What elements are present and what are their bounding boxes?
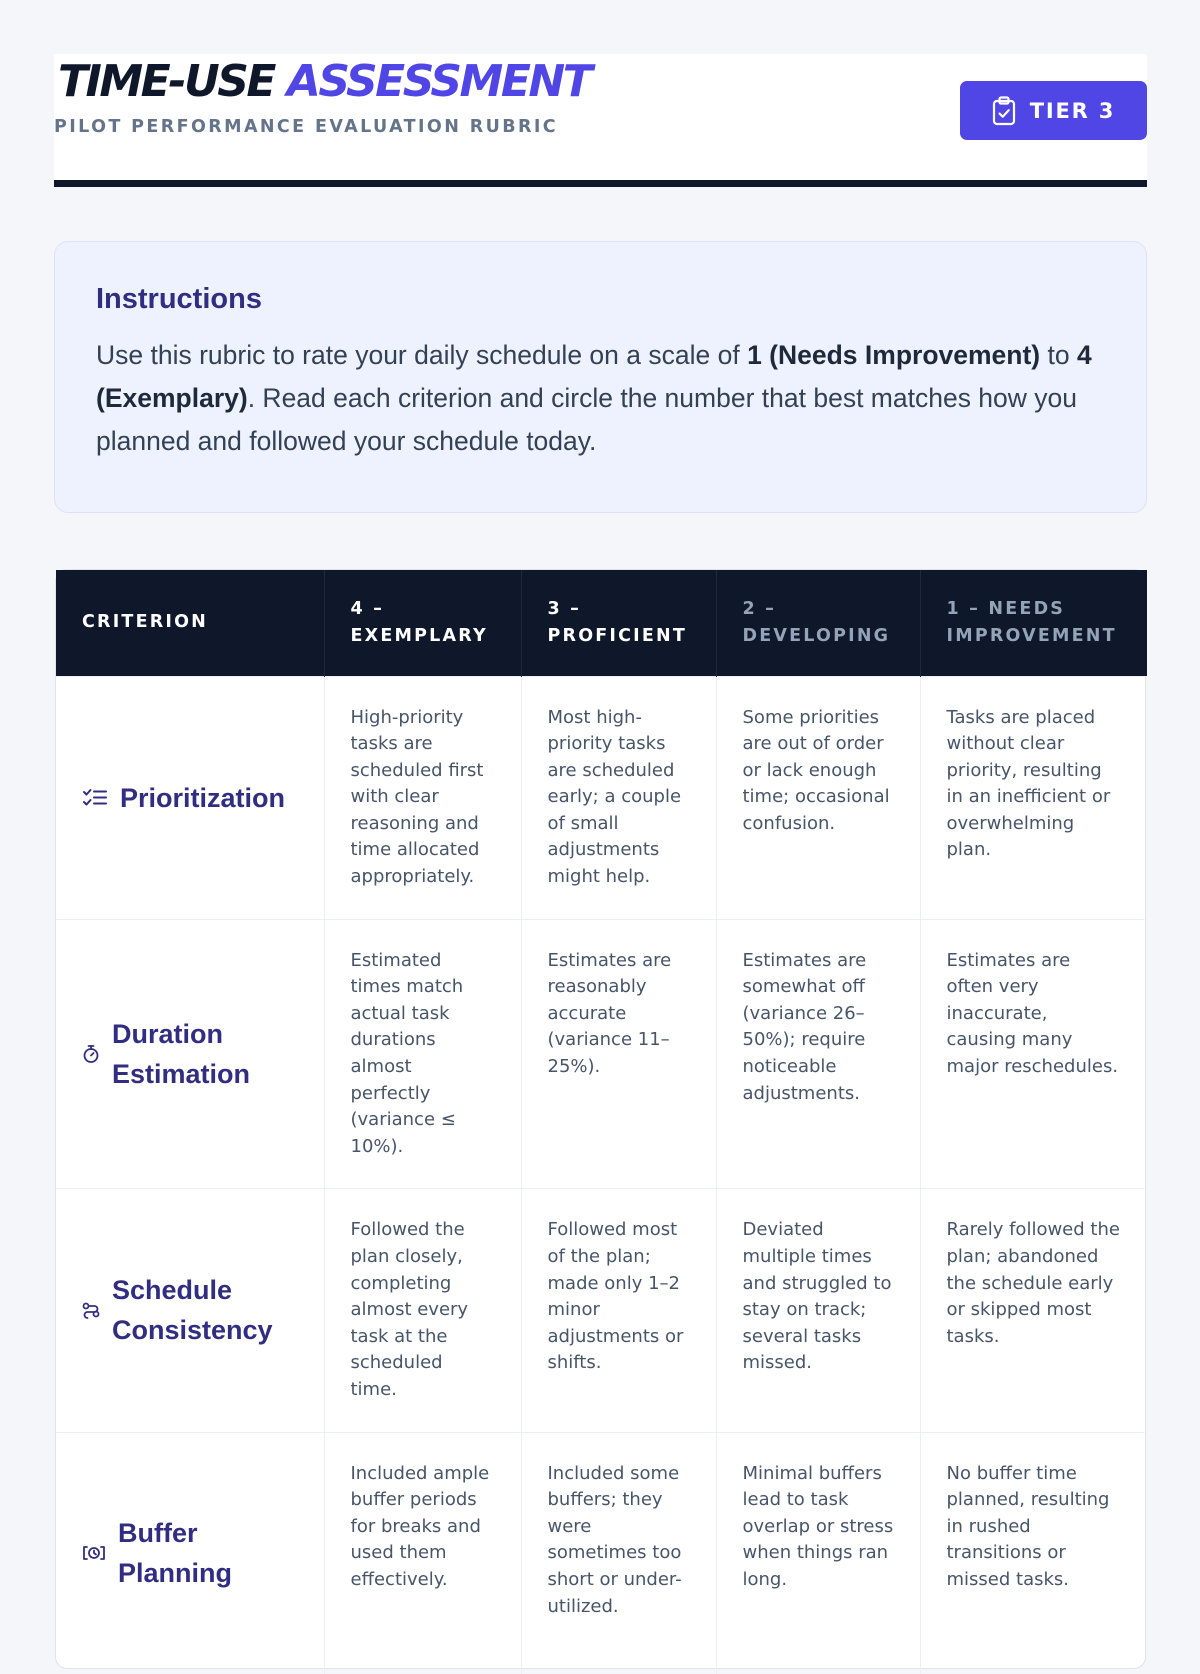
rubric-cell-exemplary: High-priority tasks are scheduled first with clear reasoning and time allocated appropriately. — [324, 676, 521, 919]
rubric-cell-needs-improvement: No buffer time planned, resulting in rushed transitions or missed tasks. — [920, 1432, 1147, 1674]
table-row — [56, 919, 1147, 1189]
page-title — [58, 56, 591, 107]
rubric-cell-developing: Deviated multiple times and struggled to stay on track; several tasks missed. — [716, 1189, 920, 1432]
column-header-criterion: CRITERION — [56, 570, 324, 676]
criterion-cell — [56, 1189, 324, 1432]
rubric-cell-proficient: Estimates are reasonably accurate (variance 11–25%). — [521, 919, 716, 1189]
table-row — [56, 1432, 1147, 1674]
rubric-cell-proficient: Included some buffers; they were sometimes too short or under-utilized. — [521, 1432, 716, 1674]
column-header-needs-improvement: 1 – NEEDS IMPROVEMENT — [920, 570, 1147, 676]
criterion-label: Buffer Planning — [118, 1518, 232, 1589]
column-header-exemplary: 4 – EXEMPLARY — [324, 570, 521, 676]
rubric-cell-proficient: Followed most of the plan; made only 1–2 minor adjustments or shifts. — [521, 1189, 716, 1432]
criterion-label: Duration Estimation — [112, 1019, 251, 1090]
criterion-label: Prioritization — [120, 782, 286, 813]
scale-low-label: 1 (Needs Improvement) — [747, 339, 1041, 370]
tier-badge-label: TIER 3 — [1029, 98, 1116, 123]
tier-badge — [960, 81, 1147, 140]
scale-high-label: 4 (Exemplary) — [96, 339, 1092, 413]
instructions-text-part: to — [1040, 339, 1077, 370]
instructions-text — [96, 334, 1105, 463]
instructions-panel — [54, 241, 1147, 513]
title-part-dark: TIME-USE — [58, 56, 274, 107]
table-row — [56, 1189, 1147, 1432]
list-check-icon — [82, 786, 108, 810]
rubric-cell-needs-improvement: Tasks are placed without clear priority, resulting in an inefficient or overwhelming plan. — [920, 676, 1147, 919]
rubric-cell-needs-improvement: Estimates are often very inaccurate, causing many major reschedules. — [920, 919, 1147, 1189]
instructions-text-part: . Read each criterion and circle the number that best matches how you planned and followed your schedule today. — [96, 382, 1078, 456]
rubric-cell-proficient: Most high-priority tasks are scheduled early; a couple of small adjustments might help. — [521, 676, 716, 919]
header-divider — [54, 180, 1147, 187]
table-row — [56, 676, 1147, 919]
rubric-cell-developing: Estimates are somewhat off (variance 26–50%); require noticeable adjustments. — [716, 919, 920, 1189]
criterion-prioritization — [82, 778, 304, 818]
rubric-cell-needs-improvement: Rarely followed the plan; abandoned the schedule early or skipped most tasks. — [920, 1189, 1147, 1432]
page-subtitle: PILOT PERFORMANCE EVALUATION RUBRIC — [54, 117, 558, 137]
column-header-proficient: 3 – PROFICIENT — [521, 570, 716, 676]
rubric-table — [56, 570, 1147, 1674]
rubric-cell-developing: Some priorities are out of order or lack enough time; occasional confusion. — [716, 676, 920, 919]
stopwatch-icon — [82, 1044, 100, 1064]
page-header — [54, 54, 1147, 183]
clipboard-check-icon — [992, 96, 1016, 126]
rubric-table-card — [55, 569, 1146, 1669]
title-part-accent: ASSESSMENT — [286, 56, 591, 107]
criterion-schedule-consistency — [82, 1270, 304, 1350]
criterion-cell — [56, 919, 324, 1189]
rubric-cell-exemplary: Included ample buffer periods for breaks and used them effectively. — [324, 1432, 521, 1674]
criterion-buffer-planning — [82, 1513, 304, 1593]
rubric-cell-developing: Minimal buffers lead to task overlap or stress when things ran long. — [716, 1432, 920, 1674]
table-header-row — [56, 570, 1147, 676]
criterion-cell — [56, 676, 324, 919]
buffer-clock-icon — [82, 1543, 106, 1563]
route-icon — [82, 1300, 100, 1320]
criterion-label: Schedule Consistency — [112, 1275, 273, 1346]
criterion-cell — [56, 1432, 324, 1674]
criterion-duration-estimation — [82, 1014, 304, 1094]
column-header-developing: 2 – DEVELOPING — [716, 570, 920, 676]
rubric-cell-exemplary: Followed the plan closely, completing almost every task at the scheduled time. — [324, 1189, 521, 1432]
rubric-cell-exemplary: Estimated times match actual task durations almost perfectly (variance ≤ 10%). — [324, 919, 521, 1189]
instructions-text-part: Use this rubric to rate your daily schedule on a scale of — [96, 339, 748, 370]
instructions-heading: Instructions — [96, 283, 262, 315]
